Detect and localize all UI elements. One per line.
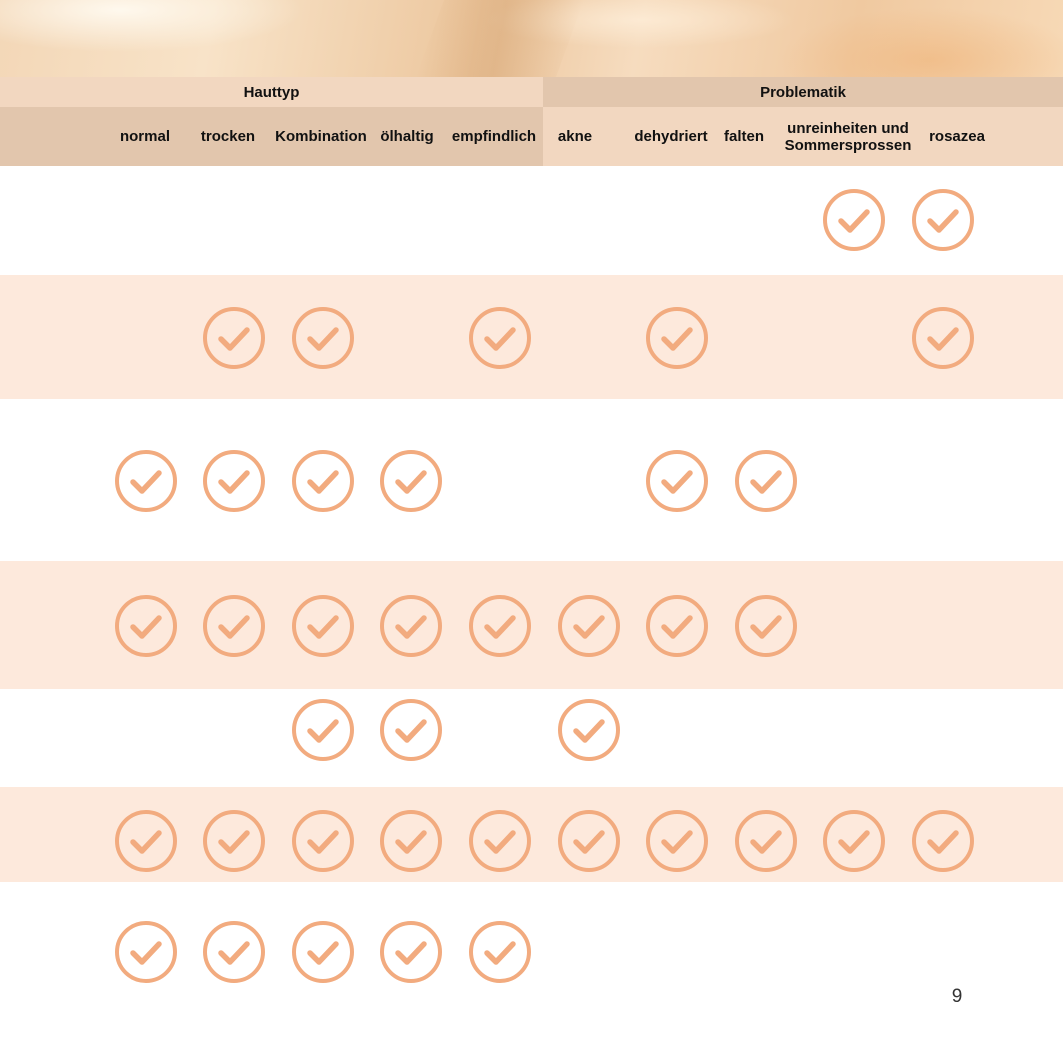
check-circle-icon <box>291 449 355 513</box>
check-circle-icon <box>291 594 355 658</box>
check-circle-icon <box>911 809 975 873</box>
check-circle-icon <box>202 920 266 984</box>
check-circle-icon <box>202 306 266 370</box>
group-header-hauttyp: Hauttyp <box>0 77 543 107</box>
check-circle-icon <box>822 188 886 252</box>
check-circle-icon <box>291 920 355 984</box>
group-header-problematik: Problematik <box>543 77 1063 107</box>
column-header-2: trocken <box>200 128 256 145</box>
check-circle-icon <box>468 306 532 370</box>
column-header-3: Kombination <box>275 128 367 145</box>
check-circle-icon <box>468 594 532 658</box>
image-highlight <box>416 0 584 77</box>
check-circle-icon <box>734 449 798 513</box>
column-header-6: akne <box>557 128 593 145</box>
column-header-9: unreinheiten und Sommersprossen <box>784 119 912 154</box>
check-circle-icon <box>379 809 443 873</box>
column-header-5: empfindlich <box>451 128 537 145</box>
check-circle-icon <box>202 594 266 658</box>
check-circle-icon <box>379 698 443 762</box>
check-circle-icon <box>114 449 178 513</box>
check-circle-icon <box>202 449 266 513</box>
check-circle-icon <box>734 594 798 658</box>
check-circle-icon <box>379 594 443 658</box>
check-circle-icon <box>734 809 798 873</box>
column-header-10: rosazea <box>929 128 985 145</box>
check-circle-icon <box>379 449 443 513</box>
check-circle-icon <box>114 920 178 984</box>
column-header-7: dehydriert <box>634 128 708 145</box>
check-circle-icon <box>645 809 709 873</box>
check-circle-icon <box>557 809 621 873</box>
check-circle-icon <box>291 306 355 370</box>
check-circle-icon <box>291 698 355 762</box>
page-number: 9 <box>951 986 963 1007</box>
check-circle-icon <box>291 809 355 873</box>
check-circle-icon <box>114 809 178 873</box>
check-circle-icon <box>645 594 709 658</box>
column-header-4: ölhaltig <box>380 128 434 145</box>
check-circle-icon <box>911 306 975 370</box>
check-circle-icon <box>557 698 621 762</box>
check-circle-icon <box>114 594 178 658</box>
column-header-8: falten <box>723 128 764 145</box>
check-circle-icon <box>202 809 266 873</box>
table-row <box>0 166 1063 275</box>
check-circle-icon <box>468 809 532 873</box>
check-circle-icon <box>645 306 709 370</box>
check-circle-icon <box>645 449 709 513</box>
column-header-1: normal <box>119 128 170 145</box>
check-circle-icon <box>557 594 621 658</box>
table-row <box>0 689 1063 787</box>
check-circle-icon <box>822 809 886 873</box>
check-circle-icon <box>468 920 532 984</box>
check-circle-icon <box>911 188 975 252</box>
header-product-image <box>0 0 1063 77</box>
check-circle-icon <box>379 920 443 984</box>
